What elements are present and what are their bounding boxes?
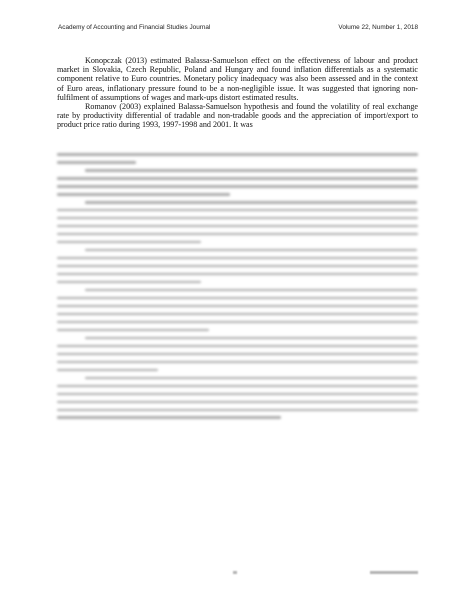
blurred-paragraph xyxy=(57,289,418,332)
page-header xyxy=(58,24,418,31)
journal-title: Academy of Accounting and Financial Studies Journal xyxy=(58,24,211,31)
issn-blurred xyxy=(370,571,418,574)
body-text xyxy=(57,56,418,130)
blurred-preview-text xyxy=(57,153,418,533)
blurred-paragraph xyxy=(57,169,418,196)
blurred-paragraph xyxy=(57,249,418,284)
volume-info: Volume 22, Number 1, 2018 xyxy=(338,24,418,31)
blurred-paragraph xyxy=(57,337,418,372)
paragraph-konopczak: Konopczak (2013) estimated Balassa-Samuelson effect on the effectiveness of labour and product market in Slovakia, Czech Republic, Poland and Hungary and found inflation differentials as a systematic component relative to Euro countries. Monetary policy inadequacy was also been assessed and in the context of Euro areas, inflationary pressure found to be a non-negligible issue. It was suggested that ignoring non-fulfilment of assumptions of wages and mark-ups distort estimated results. xyxy=(57,56,418,102)
blurred-paragraph xyxy=(57,377,418,420)
paragraph-romanov: Romanov (2003) explained Balassa-Samuelson hypothesis and found the volatility of real exchange rate by productivity differential of tradable and non-tradable goods and the appreciation of import/export to product price ratio during 1993, 1997-1998 and 2001. It was xyxy=(57,102,418,130)
blurred-paragraph xyxy=(57,153,418,164)
page-number-blurred xyxy=(233,571,237,574)
blurred-paragraph xyxy=(57,201,418,244)
